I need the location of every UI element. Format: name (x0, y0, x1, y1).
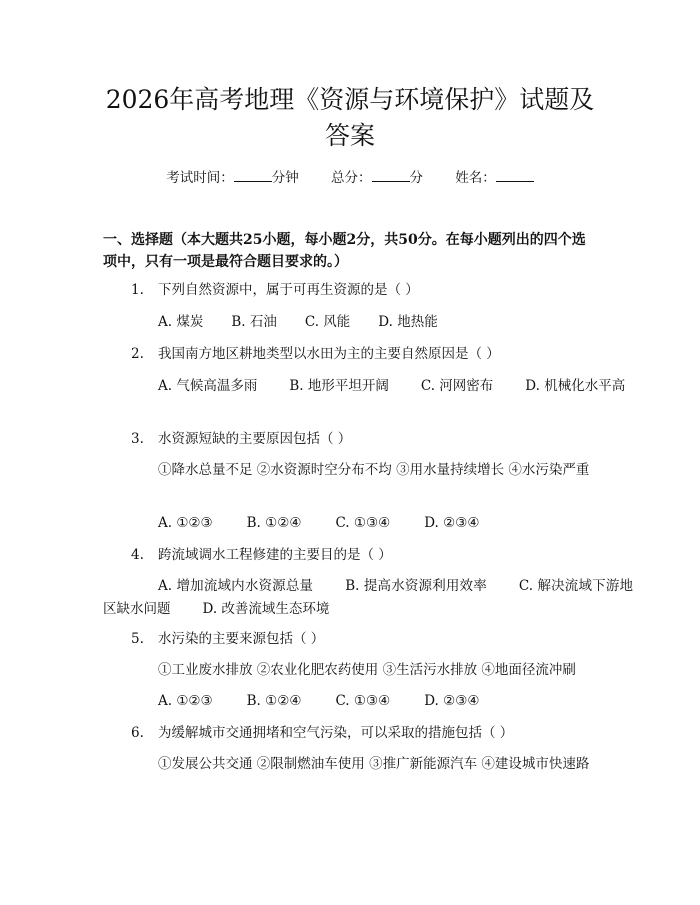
option-a[interactable]: A. 气候高温多雨 (158, 378, 258, 394)
question-2-options (103, 375, 633, 398)
total-score-field (331, 168, 423, 188)
option-a[interactable]: A. 增加流域内水资源总量 (158, 578, 314, 594)
question-6-items (103, 753, 633, 776)
statement-list: ①降水总量不足 ②水资源时空分布不均 ③用水量持续增长 ④水污染严重 (158, 462, 590, 478)
question-stem: 跨流域调水工程修建的主要目的是（ ） (158, 547, 392, 563)
question-stem: 水污染的主要来源包括（ ） (158, 631, 325, 647)
option-a[interactable]: A. ①②③ (158, 693, 213, 709)
question-stem: 为缓解城市交通拥堵和空气污染，可以采取的措施包括（ ） (158, 725, 514, 741)
option-a[interactable]: A. ①②③ (158, 515, 213, 531)
student-name-blank[interactable] (496, 169, 534, 182)
option-c[interactable]: C. 解决流域下游地区缺水问题 (103, 578, 633, 617)
option-b[interactable]: B. ①②④ (246, 693, 302, 709)
exam-time-blank[interactable] (234, 169, 272, 182)
exam-time-label: 考试时间： (166, 170, 234, 186)
question-3-items (103, 459, 633, 482)
exam-title-line1: 2026年高考地理《资源与环境保护》试题及 (105, 85, 595, 114)
question-stem: 我国南方地区耕地类型以水田为主的主要自然原因是（ ） (158, 346, 500, 362)
option-b[interactable]: B. ①②④ (246, 515, 302, 531)
total-score-label: 总分： (331, 170, 372, 186)
option-b[interactable]: B. 石油 (231, 314, 277, 330)
student-name-field (455, 168, 534, 188)
option-b[interactable]: B. 地形平坦开阔 (289, 378, 389, 394)
option-d[interactable]: D. ②③④ (424, 515, 480, 531)
exam-time-unit: 分钟 (271, 170, 299, 186)
option-c[interactable]: C. ①③④ (335, 693, 391, 709)
question-1-options (103, 311, 633, 334)
question-stem: 下列自然资源中，属于可再生资源的是（ ） (158, 282, 419, 298)
total-score-blank[interactable] (372, 169, 410, 182)
exam-time-field (166, 168, 299, 188)
statement-list: ①发展公共交通 ②限制燃油车使用 ③推广新能源汽车 ④建设城市快速路 (158, 756, 590, 772)
section-heading-line1: 一、选择题（本大题共25小题，每小题2分，共50分。在每小题列出的四个选 (103, 232, 586, 248)
exam-info-line (0, 168, 700, 188)
question-number: 4. (131, 547, 144, 563)
question-5-items (103, 659, 633, 682)
option-d[interactable]: D. 机械化水平高 (525, 378, 626, 394)
question-number: 2. (131, 346, 144, 362)
option-c[interactable]: C. ①③④ (335, 515, 391, 531)
question-number: 6. (131, 725, 144, 741)
total-score-unit: 分 (409, 170, 423, 186)
question-number: 3. (131, 431, 144, 447)
option-d[interactable]: D. 地热能 (378, 314, 438, 330)
option-d[interactable]: D. 改善流域生态环境 (202, 601, 330, 617)
option-b[interactable]: B. 提高水资源利用效率 (345, 578, 487, 594)
question-number: 1. (131, 282, 144, 298)
option-c[interactable]: C. 河网密布 (420, 378, 494, 394)
section-heading-line2: 项中，只有一项是最符合题目要求的。） (103, 254, 348, 270)
question-stem: 水资源短缺的主要原因包括（ ） (158, 431, 352, 447)
option-d[interactable]: D. ②③④ (424, 693, 480, 709)
question-number: 5. (131, 631, 144, 647)
student-name-label: 姓名： (455, 170, 496, 186)
question-4-options (103, 575, 633, 621)
question-3-options (103, 512, 633, 535)
exam-title-line2: 答案 (324, 121, 375, 150)
statement-list: ①工业废水排放 ②农业化肥农药使用 ③生活污水排放 ④地面径流冲刷 (158, 662, 576, 678)
option-c[interactable]: C. 风能 (304, 314, 351, 330)
section-heading (103, 229, 633, 273)
option-a[interactable]: A. 煤炭 (158, 314, 204, 330)
exam-title (60, 82, 640, 154)
question-5-options (103, 690, 633, 713)
